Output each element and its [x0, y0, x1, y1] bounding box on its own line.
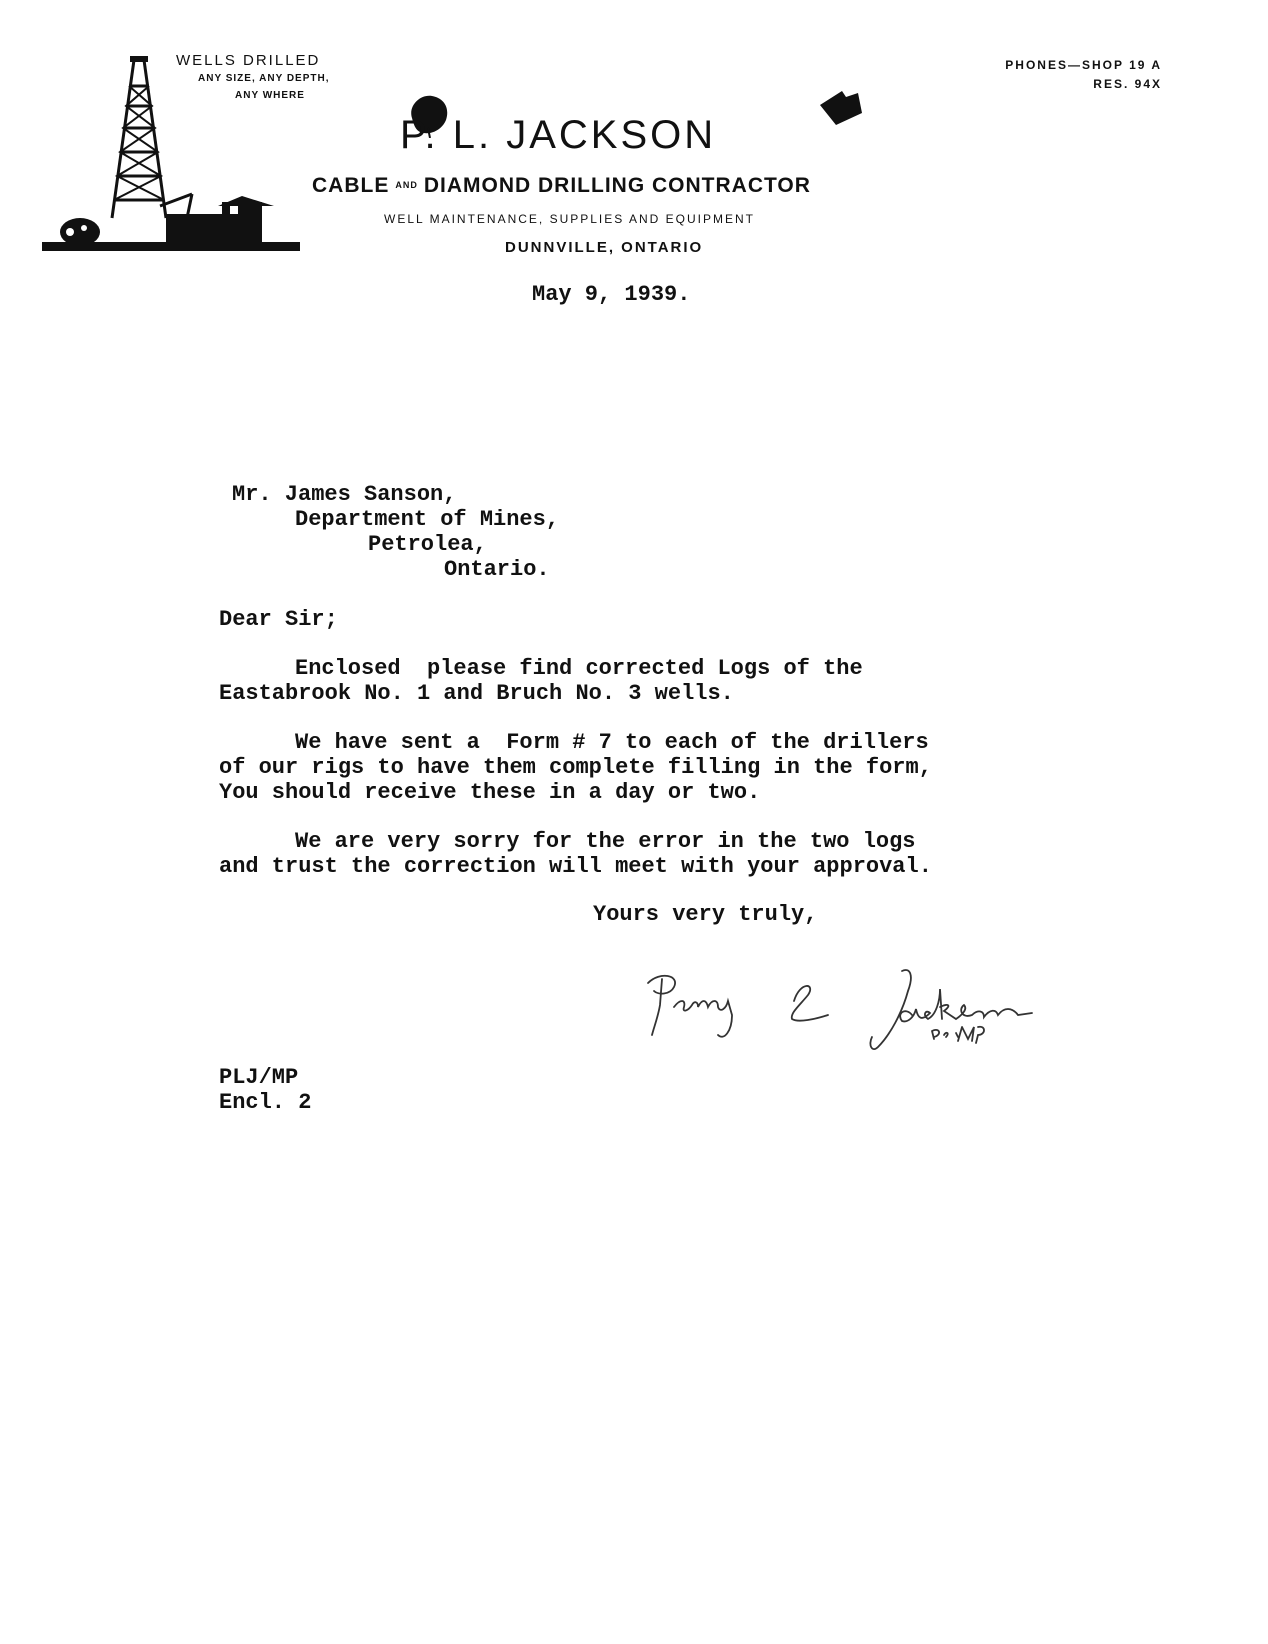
company-trade: [312, 174, 811, 198]
paragraph-2-line: You should receive these in a day or two.: [219, 780, 761, 805]
reference-initials: PLJ/MP: [219, 1065, 299, 1090]
salutation: Dear Sir;: [219, 607, 338, 632]
closing: Yours very truly,: [593, 902, 818, 927]
recipient-line: Mr. James Sanson,: [232, 482, 457, 507]
signature: [640, 965, 1060, 1075]
letter-date: May 9, 1939.: [532, 282, 691, 307]
recipient-line: Petrolea,: [368, 532, 487, 557]
paragraph-3-line: We are very sorry for the error in the two logs: [295, 829, 916, 854]
paragraph-2-line: of our rigs to have them complete filling in the form,: [219, 755, 932, 780]
paragraph-1-line: Eastabrook No. 1 and Bruch No. 3 wells.: [219, 681, 734, 706]
letterhead-tagline-sub-2: ANY WHERE: [235, 90, 305, 101]
trade-cable: CABLE: [312, 174, 390, 197]
phone-shop: PHONES—SHOP 19 A: [1005, 58, 1162, 72]
phone-res: RES. 94X: [1093, 77, 1162, 91]
company-services: WELL MAINTENANCE, SUPPLIES AND EQUIPMENT: [384, 212, 755, 226]
trade-and: AND: [395, 180, 418, 190]
paragraph-2-line: We have sent a Form # 7 to each of the drillers: [295, 730, 929, 755]
enclosures: Encl. 2: [219, 1090, 312, 1115]
company-location: DUNNVILLE, ONTARIO: [505, 239, 704, 256]
paragraph-3-line: and trust the correction will meet with your approval.: [219, 854, 932, 879]
ink-blot-icon: [818, 87, 864, 127]
company-name: P. L. JACKSON: [400, 113, 717, 157]
recipient-line: Ontario.: [444, 557, 550, 582]
paragraph-1-line: Enclosed please find corrected Logs of the: [295, 656, 863, 681]
recipient-line: Department of Mines,: [295, 507, 560, 532]
oil-derrick-icon: [42, 56, 312, 266]
letterhead-tagline: WELLS DRILLED: [176, 52, 321, 69]
letterhead-tagline-sub: ANY SIZE, ANY DEPTH,: [198, 73, 330, 84]
trade-diamond: DIAMOND DRILLING CONTRACTOR: [423, 174, 811, 197]
